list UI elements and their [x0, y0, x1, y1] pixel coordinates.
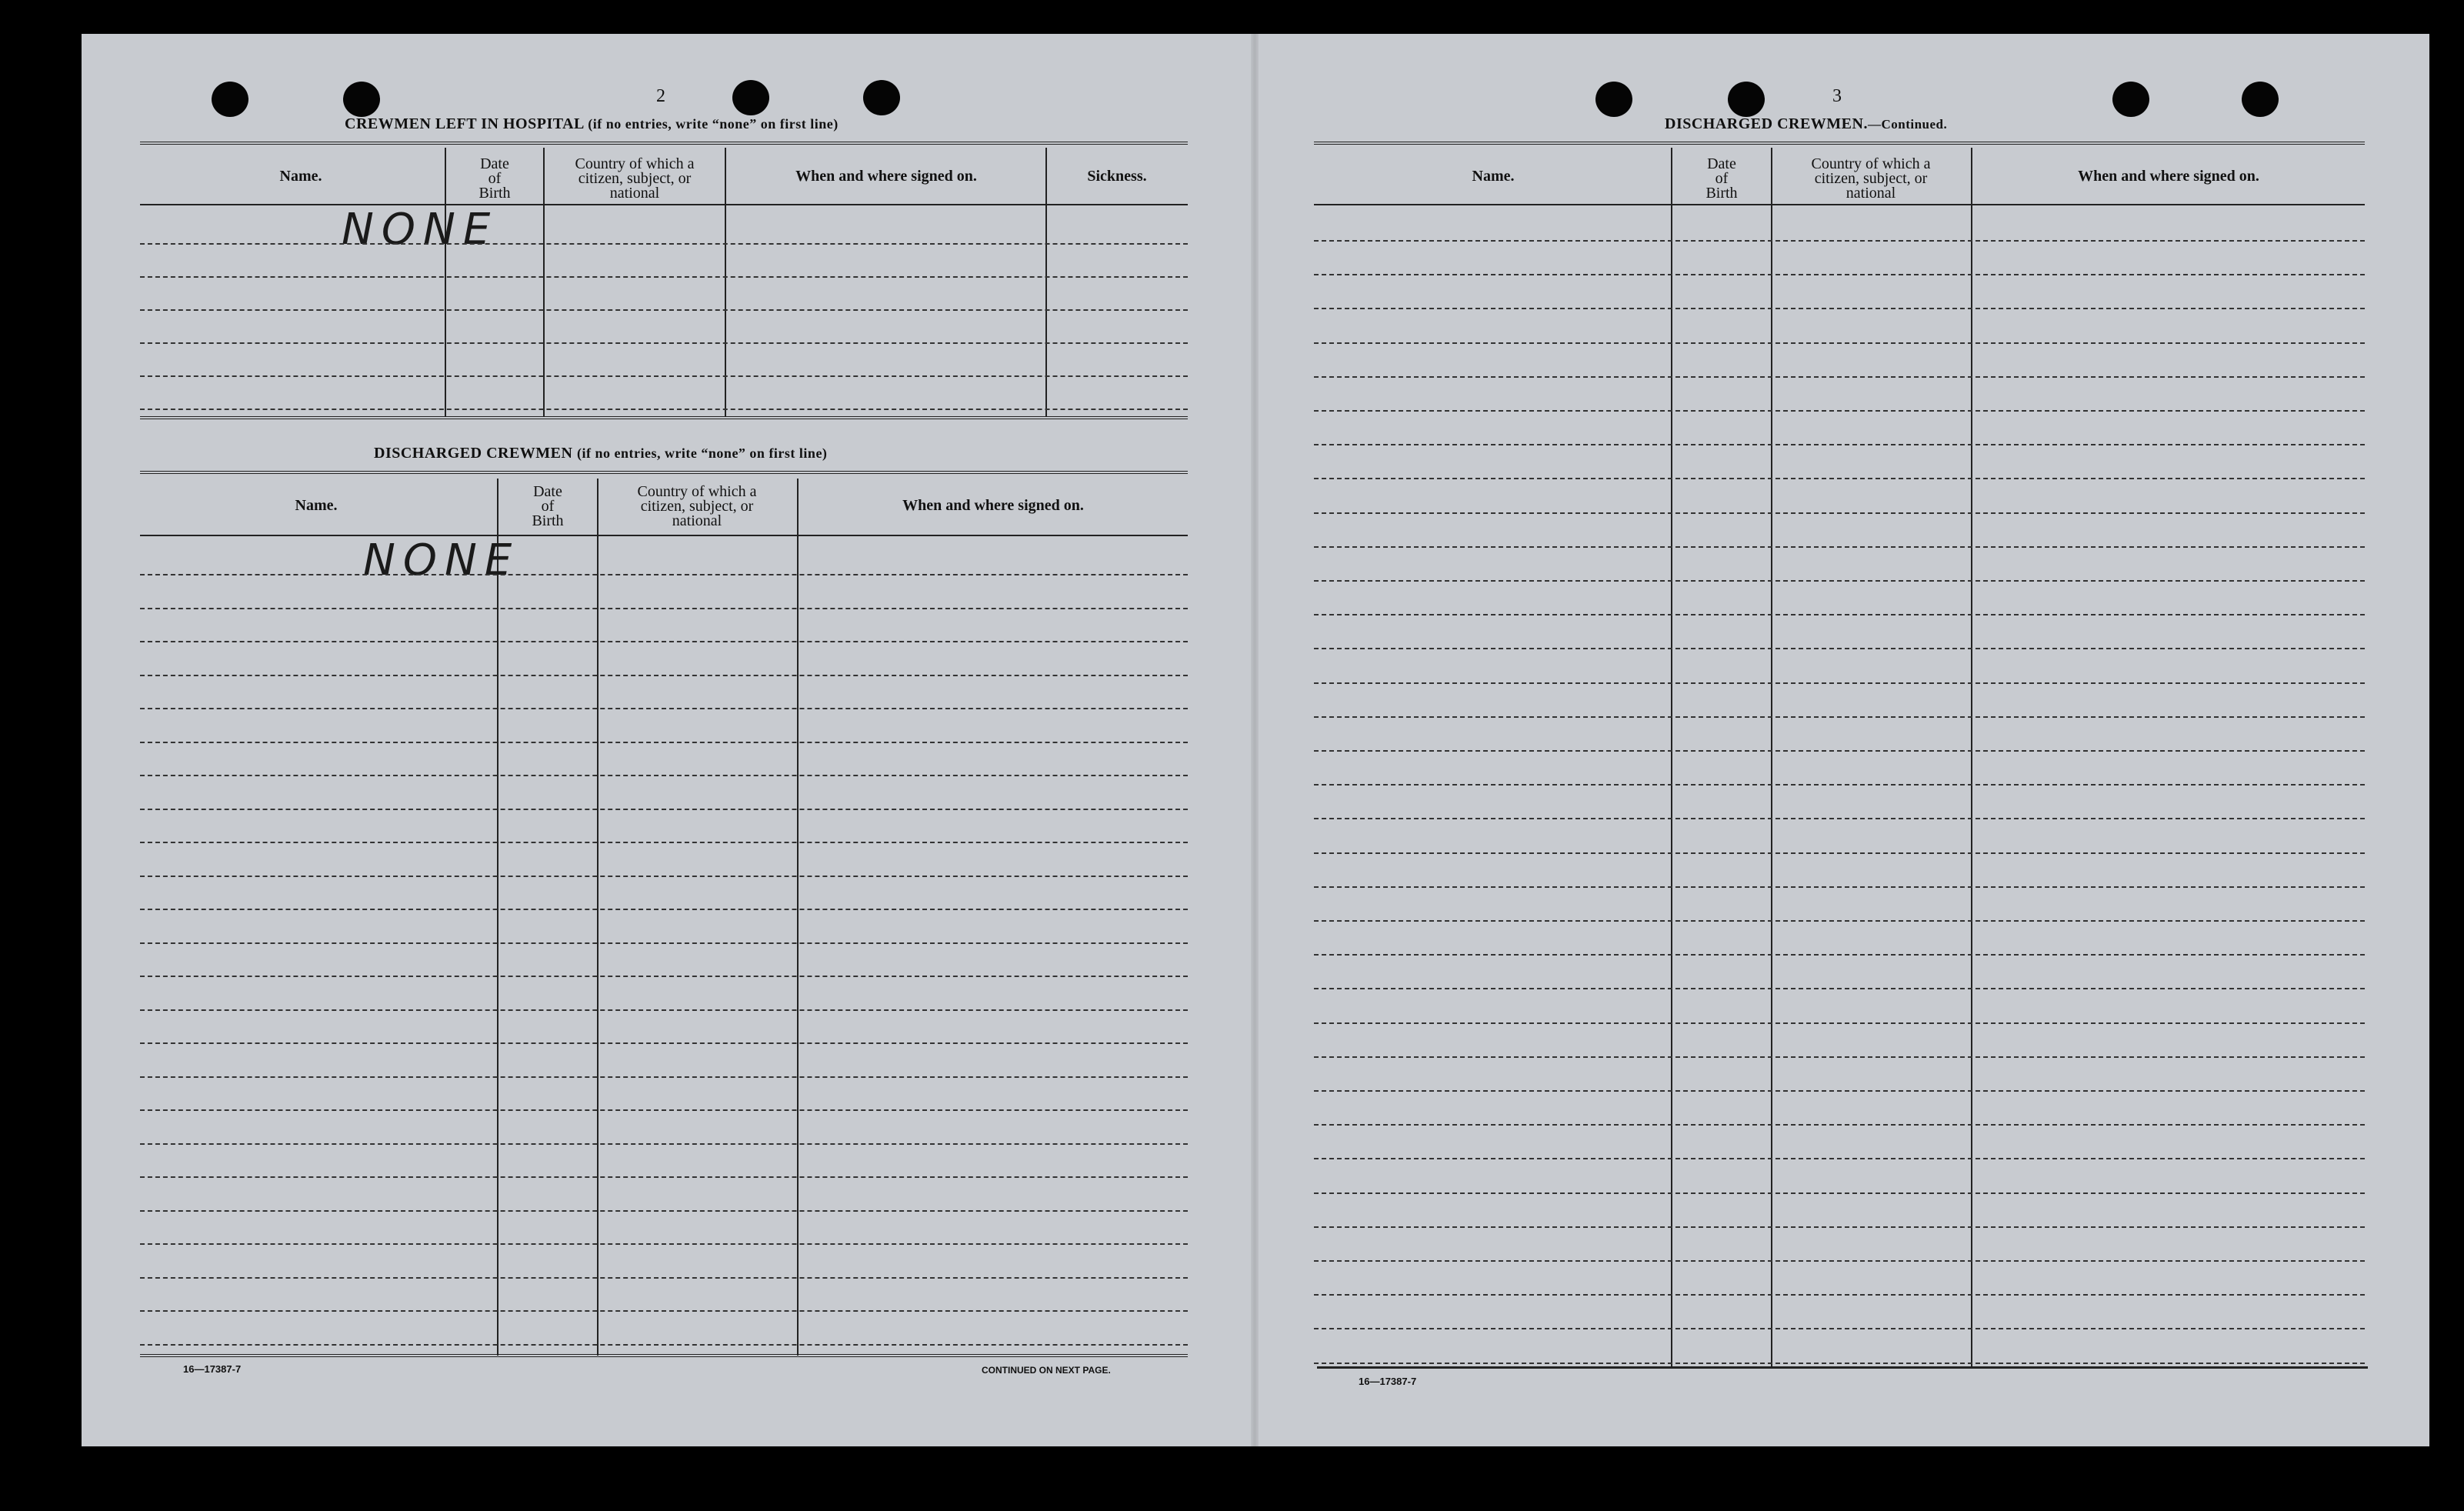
entry-line: [1314, 274, 2365, 275]
entry-line: [1314, 1294, 2365, 1296]
punch-hole: [212, 82, 248, 117]
entry-line: [140, 1009, 1188, 1011]
table-top-rule: [140, 142, 1188, 146]
entry-line: [140, 675, 1188, 676]
entry-line: [140, 309, 1188, 311]
entry-line: [1314, 1260, 2365, 1262]
entry-line: [1314, 1158, 2365, 1159]
punch-hole: [1595, 82, 1632, 117]
table-bottom-rule: [1317, 1366, 2368, 1369]
entry-line: [140, 708, 1188, 709]
entry-line: [140, 574, 1188, 575]
entry-line: [140, 1210, 1188, 1212]
column-divider: [797, 479, 799, 1356]
entry-line: [1314, 308, 2365, 309]
punch-hole: [863, 80, 900, 115]
hospital-title-text: CREWMEN LEFT IN HOSPITAL: [345, 115, 584, 132]
entry-line: [1314, 410, 2365, 412]
column-divider: [1771, 148, 1772, 1366]
entry-line: [1314, 716, 2365, 718]
entry-line: [1314, 240, 2365, 242]
entry-line: [1314, 1090, 2365, 1092]
column-header-signed-on: When and where signed on.: [2078, 168, 2259, 185]
entry-line: [140, 742, 1188, 743]
entry-line: [1314, 1192, 2365, 1194]
entry-line: [1314, 750, 2365, 752]
entry-line: [140, 1176, 1188, 1178]
punch-hole: [2112, 82, 2149, 117]
entry-line: [1314, 580, 2365, 582]
hospital-instruction: (if no entries, write “none” on first line): [588, 116, 839, 132]
entry-line: [140, 909, 1188, 910]
entry-line: [140, 608, 1188, 609]
punch-hole: [2242, 82, 2279, 117]
column-header-country: Country of which a citizen, subject, or national: [575, 155, 695, 202]
entry-line: [1314, 852, 2365, 854]
table-bottom-rule: [140, 1354, 1188, 1359]
discharged-instruction: (if no entries, write “none” on first line): [576, 445, 828, 461]
punch-hole: [343, 82, 380, 117]
column-header-country: Country of which a citizen, subject, or national: [637, 483, 757, 529]
entry-line: [1314, 1022, 2365, 1024]
entry-line: [140, 1042, 1188, 1044]
entry-line: [1314, 444, 2365, 445]
entry-line: [140, 1310, 1188, 1312]
discharged-continued-title: [1665, 115, 1947, 133]
entry-line: [1314, 1328, 2365, 1329]
document-sheet: [82, 34, 2429, 1446]
entry-line: [140, 409, 1188, 410]
handwritten-none-hospital: NONE: [342, 205, 498, 255]
entry-line: [140, 243, 1188, 245]
header-bottom-rule: [1314, 204, 2365, 205]
column-header-date-of-birth: Date of Birth: [478, 155, 511, 202]
page-number: 3: [1832, 86, 1842, 106]
form-number: 16—17387-7: [183, 1363, 242, 1375]
table-top-rule: [1314, 142, 2365, 146]
entry-line: [140, 876, 1188, 877]
discharged-section-title: [374, 445, 827, 462]
column-divider: [497, 479, 498, 1356]
column-header-country: Country of which a citizen, subject, or national: [1811, 155, 1931, 202]
entry-line: [140, 276, 1188, 278]
punch-hole: [1728, 82, 1765, 117]
entry-line: [1314, 376, 2365, 378]
column-header-name: Name.: [295, 497, 338, 514]
entry-line: [1314, 988, 2365, 989]
entry-line: [140, 1344, 1188, 1346]
entry-line: [140, 1076, 1188, 1078]
entry-line: [1314, 1226, 2365, 1228]
entry-line: [1314, 1124, 2365, 1126]
discharged-title-text: DISCHARGED CREWMEN: [374, 445, 573, 462]
column-header-name: Name.: [1472, 168, 1515, 185]
entry-line: [140, 641, 1188, 642]
punch-hole: [732, 80, 769, 115]
continued-title-text: DISCHARGED CREWMEN.: [1665, 115, 1868, 132]
entry-line: [1314, 1056, 2365, 1058]
entry-line: [140, 809, 1188, 810]
center-fold: [1251, 34, 1259, 1446]
entry-line: [1314, 954, 2365, 956]
column-header-signed-on: When and where signed on.: [795, 168, 977, 185]
entry-line: [140, 1243, 1188, 1245]
column-header-signed-on: When and where signed on.: [902, 497, 1084, 514]
entry-line: [140, 775, 1188, 776]
entry-line: [1314, 342, 2365, 344]
entry-line: [1314, 648, 2365, 649]
entry-line: [1314, 920, 2365, 922]
entry-line: [1314, 546, 2365, 548]
entry-line: [1314, 512, 2365, 514]
entry-line: [140, 1277, 1188, 1279]
handwritten-none-discharged: NONE: [363, 535, 520, 585]
table-top-rule: [140, 471, 1188, 475]
header-bottom-rule: [140, 204, 1188, 205]
entry-line: [1314, 818, 2365, 819]
entry-line: [1314, 784, 2365, 786]
column-divider: [597, 479, 598, 1356]
entry-line: [1314, 478, 2365, 479]
page-number: 2: [656, 86, 665, 106]
entry-line: [140, 1109, 1188, 1111]
column-header-sickness: Sickness.: [1087, 168, 1147, 185]
form-number: 16—17387-7: [1359, 1376, 1417, 1387]
entry-line: [1314, 682, 2365, 684]
hospital-section-title: [345, 115, 839, 133]
entry-line: [1314, 614, 2365, 615]
column-divider: [1971, 148, 1972, 1366]
continued-suffix: —Continued.: [1867, 117, 1948, 132]
entry-line: [1314, 1363, 2365, 1364]
entry-line: [140, 842, 1188, 843]
column-header-date-of-birth: Date of Birth: [532, 483, 564, 529]
continued-note: CONTINUED ON NEXT PAGE.: [982, 1365, 1111, 1376]
entry-line: [140, 942, 1188, 944]
entry-line: [1314, 886, 2365, 888]
entry-line: [140, 375, 1188, 377]
column-header-date-of-birth: Date of Birth: [1705, 155, 1738, 202]
entry-line: [140, 1143, 1188, 1145]
entry-line: [140, 976, 1188, 977]
entry-line: [140, 342, 1188, 344]
column-divider: [1671, 148, 1672, 1366]
header-bottom-rule: [140, 535, 1188, 536]
table-bottom-rule: [140, 416, 1188, 421]
column-header-name: Name.: [279, 168, 322, 185]
